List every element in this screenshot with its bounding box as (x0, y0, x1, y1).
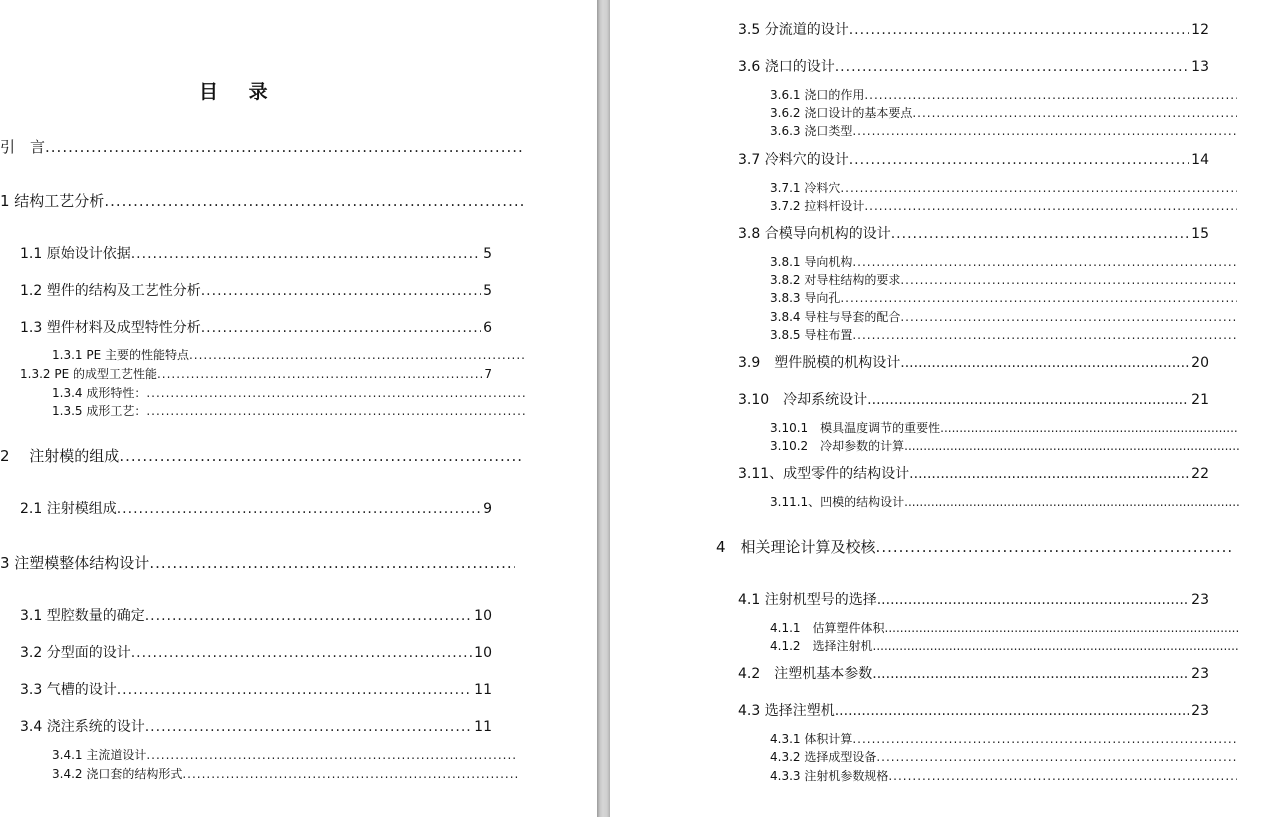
toc-page-number: 23 (1191, 703, 1209, 719)
toc-leader-dots (872, 664, 1189, 684)
toc-entry (738, 590, 1209, 610)
toc-page-number: 20 (1191, 355, 1209, 371)
toc-leader-dots (146, 746, 518, 764)
toc-leader-dots (876, 537, 1234, 557)
toc-entry-label: 4.1 注射机型号的选择 (738, 592, 877, 608)
toc-leader-dots (900, 271, 1237, 289)
toc-entry (716, 537, 1234, 557)
toc-entry (0, 446, 523, 466)
toc-page-number: 23 (1191, 666, 1209, 682)
toc-entry (20, 365, 492, 383)
toc-entry (770, 122, 1237, 140)
toc-leader-dots (912, 104, 1237, 122)
toc-entry (770, 253, 1237, 271)
toc-entry-label: 3.11、成型零件的结构设计 (738, 466, 910, 482)
toc-entry-label: 3.7.2 拉料杆设计 (770, 199, 865, 213)
toc-leader-dots (940, 419, 1239, 437)
toc-page-number: 6 (483, 320, 492, 336)
toc-entry (770, 104, 1237, 122)
toc-page-number: 7 (484, 367, 492, 381)
toc-entry-label: 3.1 型腔数量的确定 (20, 608, 145, 624)
toc-leader-dots (131, 244, 481, 264)
toc-entry-label: 4.3.1 体积计算 (770, 732, 853, 746)
toc-entry (738, 353, 1209, 373)
toc-leader-dots (900, 308, 1237, 326)
toc-leader-dots (873, 637, 1239, 655)
toc-entry (0, 191, 523, 211)
toc-leader-dots (131, 643, 472, 663)
toc-leader-dots (849, 20, 1189, 40)
toc-entry (770, 493, 1239, 511)
toc-entry (20, 680, 492, 700)
toc-leader-dots (904, 493, 1239, 511)
toc-entry-label: 1.2 塑件的结构及工艺性分析 (20, 283, 201, 299)
toc-leader-dots (145, 717, 472, 737)
toc-entry-label: 3 注塑模整体结构设计 (0, 554, 150, 572)
toc-entry-label: 4.3.3 注射机参数规格 (770, 769, 889, 783)
toc-leader-dots (840, 289, 1237, 307)
toc-entry (20, 244, 492, 264)
toc-entry (20, 606, 492, 626)
toc-leader-dots (117, 680, 472, 700)
toc-title: 目 录 (199, 81, 280, 103)
toc-leader-dots (145, 606, 472, 626)
toc-entry-label: 3.5 分流道的设计 (738, 22, 849, 38)
toc-entry-label: 引 言 (0, 138, 46, 156)
toc-page-number: 13 (1191, 59, 1209, 75)
toc-entry (20, 281, 492, 301)
toc-entry-label: 3.4.2 浇口套的结构形式 (52, 767, 183, 781)
toc-leader-dots (867, 390, 1189, 410)
toc-entry-label: 3.2 分型面的设计 (20, 645, 131, 661)
toc-entry (738, 390, 1209, 410)
toc-entry-label: 3.11.1、凹模的结构设计 (770, 495, 905, 509)
toc-entry-label: 3.8.5 导柱布置 (770, 328, 853, 342)
toc-leader-dots (864, 86, 1237, 104)
toc-entry (770, 637, 1239, 655)
toc-page-number: 11 (474, 719, 492, 735)
toc-entry-label: 4.3.2 选择成型设备 (770, 750, 877, 764)
toc-page-number: 22 (1191, 466, 1209, 482)
toc-leader-dots (119, 446, 523, 466)
toc-page-number: 23 (1191, 592, 1209, 608)
toc-entry-label: 3.6.3 浇口类型 (770, 124, 853, 138)
toc-entry (52, 346, 525, 364)
toc-entry-label: 1.3 塑件材料及成型特性分析 (20, 320, 201, 336)
toc-leader-dots (904, 437, 1239, 455)
toc-entry-label: 3.8.3 导向孔 (770, 291, 841, 305)
toc-leader-dots (877, 590, 1189, 610)
toc-entry (770, 179, 1237, 197)
toc-page-number: 12 (1191, 22, 1209, 38)
toc-leader-dots (835, 701, 1189, 721)
toc-entry (738, 701, 1209, 721)
toc-entry-label: 3.8.2 对导柱结构的要求 (770, 273, 901, 287)
toc-entry (52, 402, 525, 420)
toc-leader-dots (852, 253, 1237, 271)
toc-entry-label: 3.4.1 主流道设计 (52, 748, 147, 762)
toc-leader-dots (182, 765, 518, 783)
toc-entry-label: 4.1.1 估算塑件体积 (770, 621, 885, 635)
toc-leader-dots (146, 384, 525, 402)
toc-entry-label: 4.2 注塑机基本参数 (738, 666, 873, 682)
toc-leader-dots (201, 318, 481, 338)
toc-leader-dots (885, 619, 1239, 637)
toc-entry-label: 1.3.5 成形工艺： (52, 404, 147, 418)
toc-entry (20, 318, 492, 338)
toc-leader-dots (849, 150, 1189, 170)
toc-leader-dots (201, 281, 481, 301)
toc-entry-label: 1.1 原始设计依据 (20, 246, 131, 262)
toc-entry (770, 86, 1237, 104)
toc-entry (0, 553, 515, 573)
toc-entry-label: 4.1.2 选择注射机 (770, 639, 873, 653)
toc-page-number: 5 (483, 246, 492, 262)
toc-entry (770, 730, 1237, 748)
toc-entry (0, 137, 523, 157)
toc-leader-dots (157, 365, 482, 383)
toc-entry (770, 748, 1237, 766)
toc-entry (738, 224, 1209, 244)
toc-entry-label: 3.3 气槽的设计 (20, 682, 117, 698)
toc-page-number: 15 (1191, 226, 1209, 242)
toc-leader-dots (117, 499, 481, 519)
toc-entry (770, 437, 1239, 455)
toc-entry-label: 1 结构工艺分析 (0, 192, 105, 210)
toc-entry (738, 150, 1209, 170)
toc-entry-label: 3.6.2 浇口设计的基本要点 (770, 106, 913, 120)
toc-entry (20, 643, 492, 663)
toc-entry-label: 1.3.2 PE 的成型工艺性能 (20, 367, 157, 381)
toc-entry-label: 1.3.1 PE 主要的性能特点 (52, 348, 189, 362)
toc-leader-dots (45, 137, 523, 157)
toc-entry-label: 3.9 塑件脱模的机构设计 (738, 355, 901, 371)
toc-entry (738, 20, 1209, 40)
toc-entry (770, 308, 1237, 326)
page-gutter (597, 0, 610, 817)
toc-entry (738, 664, 1209, 684)
toc-entry (770, 197, 1237, 215)
toc-entry-label: 3.10.2 冷却参数的计算 (770, 439, 905, 453)
toc-page-number: 10 (474, 608, 492, 624)
toc-leader-dots (891, 224, 1189, 244)
toc-leader-dots (189, 346, 525, 364)
toc-leader-dots (864, 197, 1237, 215)
toc-entry-label: 3.8 合模导向机构的设计 (738, 226, 891, 242)
toc-leader-dots (852, 122, 1237, 140)
toc-entry (770, 419, 1239, 437)
toc-page-number: 21 (1191, 392, 1209, 408)
toc-page-number: 9 (483, 501, 492, 517)
toc-entry-label: 1.3.4 成形特性： (52, 386, 147, 400)
toc-page-number: 14 (1191, 152, 1209, 168)
toc-entry (52, 384, 525, 402)
toc-entry-label: 3.8.1 导向机构 (770, 255, 853, 269)
toc-leader-dots (888, 767, 1237, 785)
toc-leader-dots (909, 464, 1189, 484)
document-page-left (0, 0, 597, 817)
toc-entry-label: 4 相关理论计算及校核 (716, 538, 876, 556)
toc-entry (52, 746, 518, 764)
toc-entry (52, 765, 518, 783)
toc-entry (770, 619, 1239, 637)
toc-entry-label: 3.8.4 导柱与导套的配合 (770, 310, 901, 324)
toc-entry-label: 3.7.1 冷料穴 (770, 181, 841, 195)
toc-entry-label: 4.3 选择注塑机 (738, 703, 835, 719)
toc-leader-dots (149, 553, 515, 573)
toc-entry (20, 717, 492, 737)
toc-leader-dots (900, 353, 1189, 373)
toc-entry-label: 3.6 浇口的设计 (738, 59, 835, 75)
toc-leader-dots (852, 326, 1237, 344)
toc-entry (770, 326, 1237, 344)
toc-entry-label: 3.10 冷却系统设计 (738, 392, 868, 408)
toc-entry (20, 499, 492, 519)
toc-leader-dots (146, 402, 525, 420)
toc-entry-label: 3.4 浇注系统的设计 (20, 719, 145, 735)
toc-leader-dots (840, 179, 1237, 197)
toc-page-number: 5 (483, 283, 492, 299)
toc-entry (770, 271, 1237, 289)
toc-entry (770, 767, 1237, 785)
toc-entry-label: 3.6.1 浇口的作用 (770, 88, 865, 102)
toc-leader-dots (852, 730, 1237, 748)
toc-page-number: 11 (474, 682, 492, 698)
toc-leader-dots (876, 748, 1237, 766)
toc-leader-dots (835, 57, 1189, 77)
toc-entry (770, 289, 1237, 307)
toc-entry-label: 3.7 冷料穴的设计 (738, 152, 849, 168)
toc-page-number: 10 (474, 645, 492, 661)
toc-leader-dots (104, 191, 523, 211)
toc-entry (738, 464, 1209, 484)
toc-entry (738, 57, 1209, 77)
document-page-right (610, 0, 1274, 817)
toc-entry-label: 3.10.1 模具温度调节的重要性 (770, 421, 941, 435)
toc-entry-label: 2.1 注射模组成 (20, 501, 117, 517)
toc-entry-label: 2 注射模的组成 (0, 447, 120, 465)
